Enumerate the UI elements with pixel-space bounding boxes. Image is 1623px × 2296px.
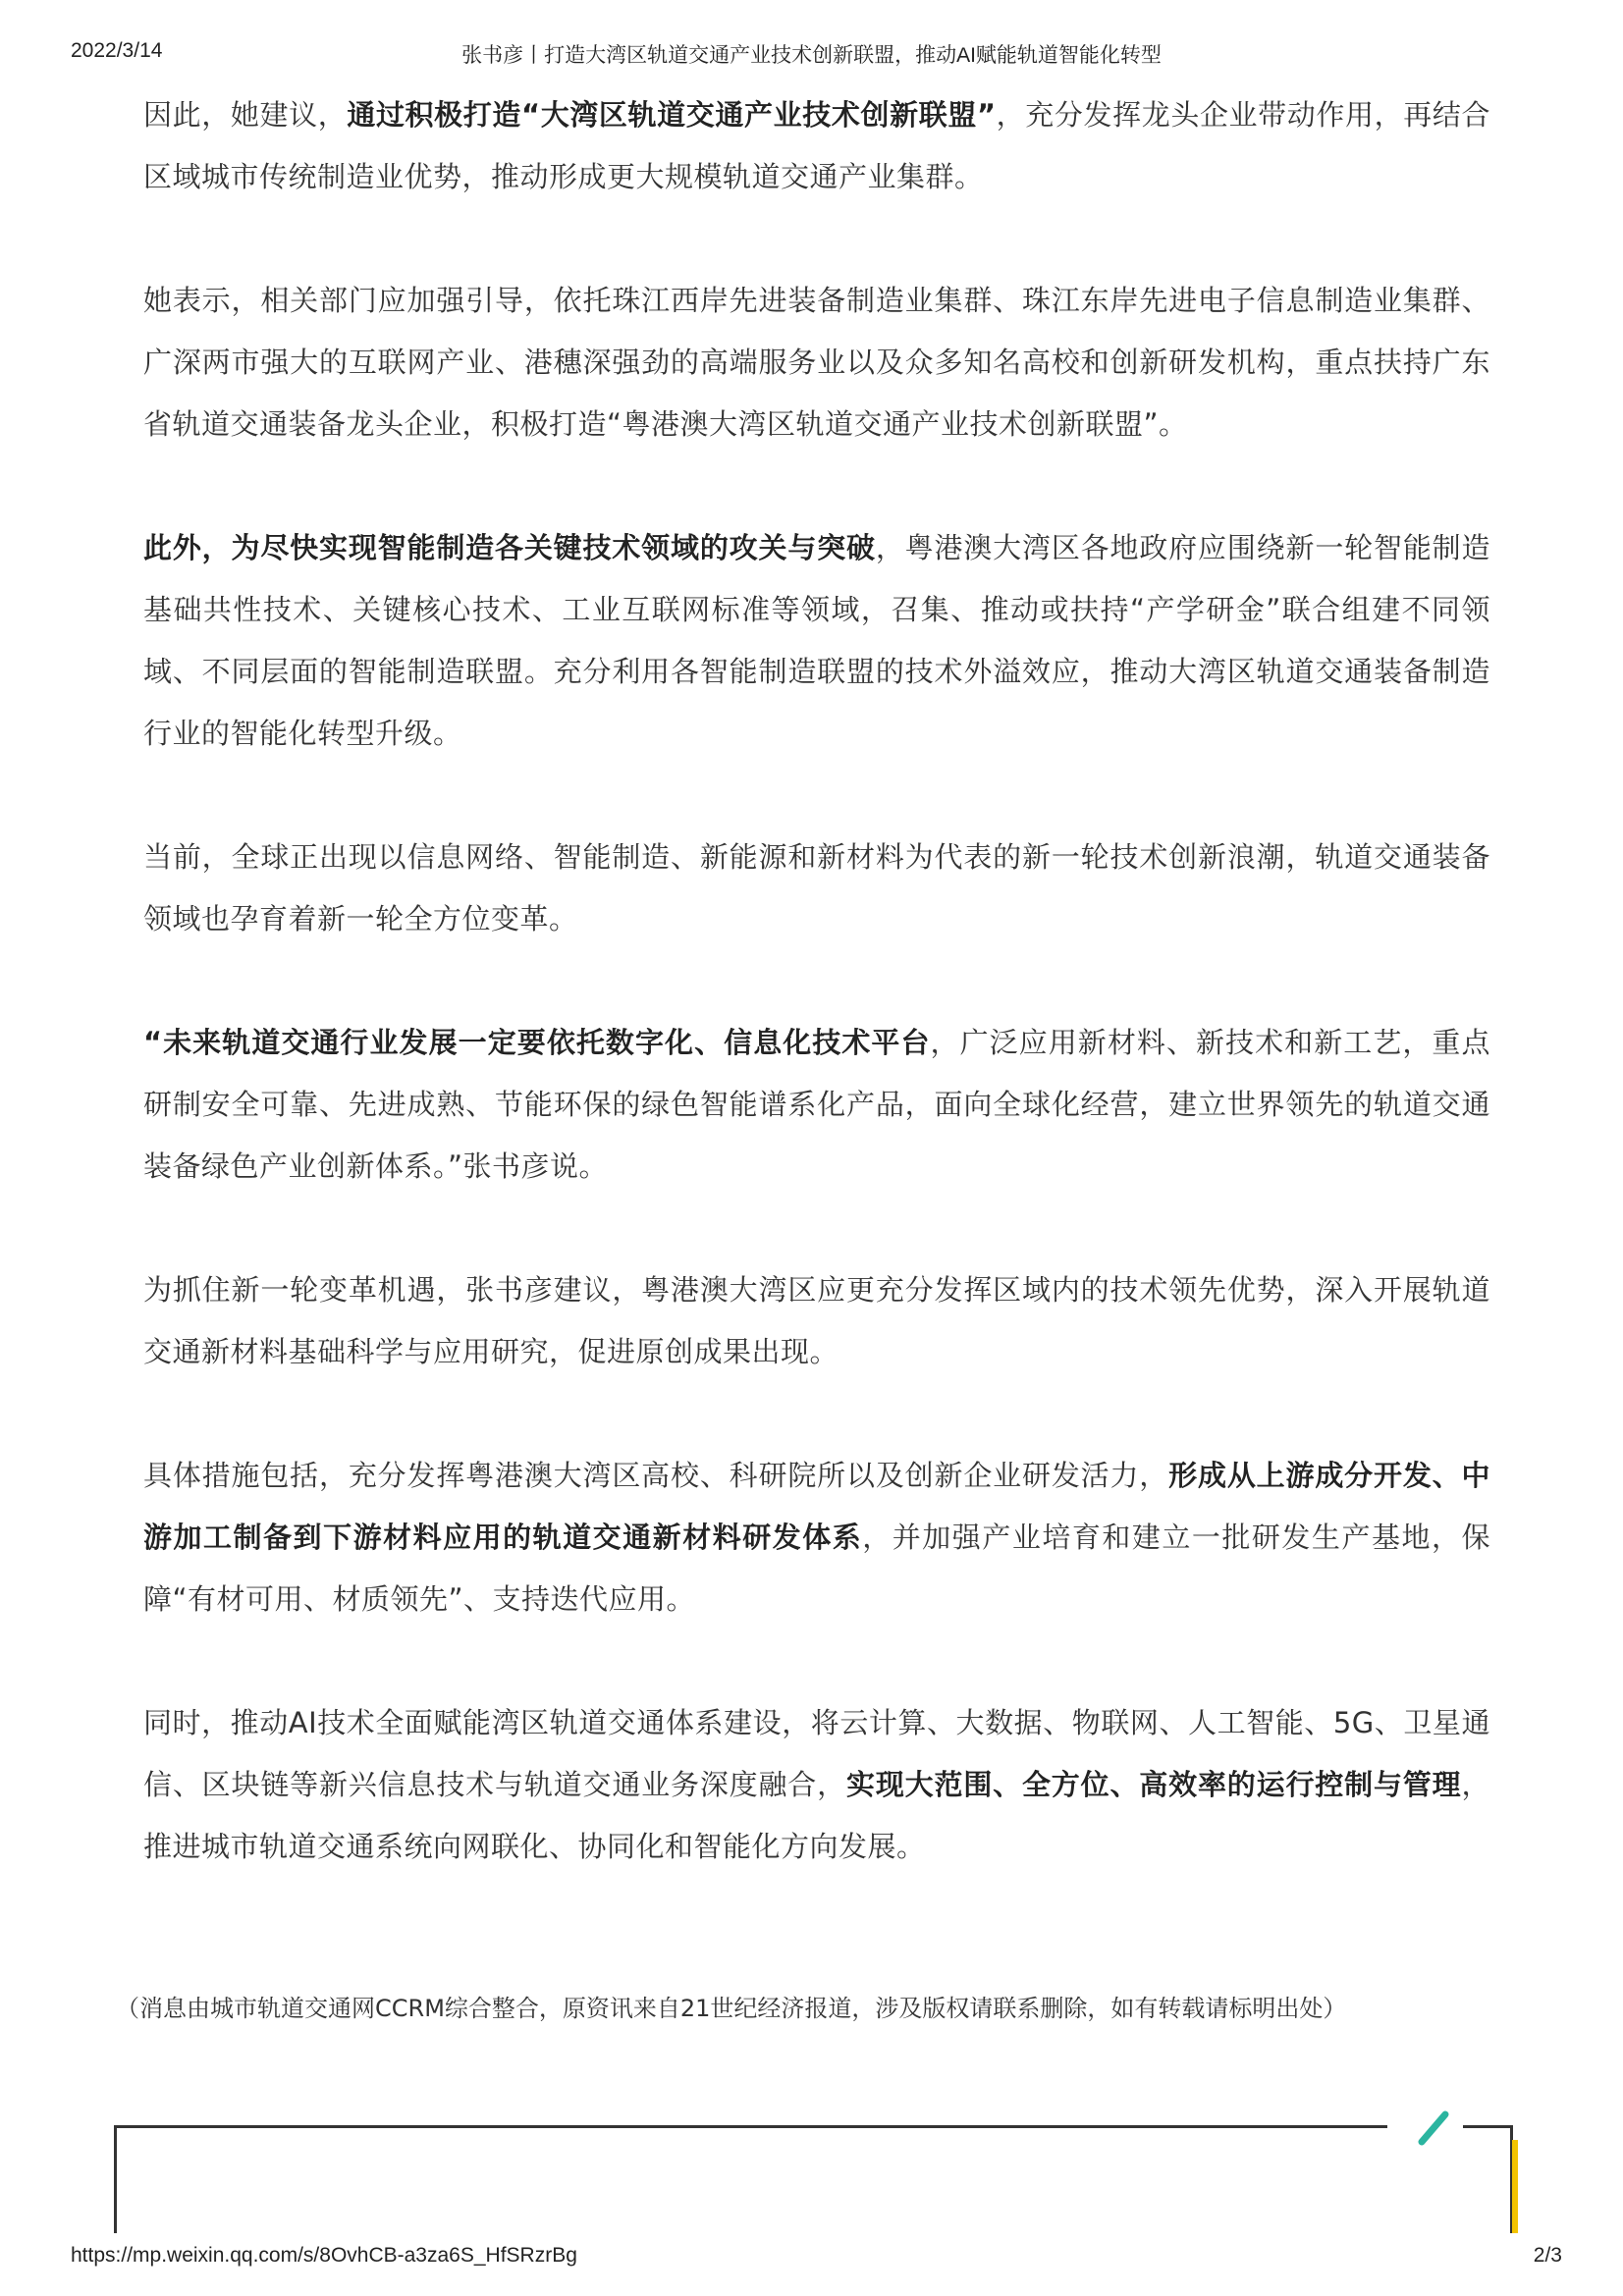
paragraph-1-text-a: 因此，她建议， (143, 98, 348, 132)
paragraph-3-bold: 此外，为尽快实现智能制造各关键技术领域的攻关与突破 (143, 531, 876, 564)
frame-top-right-border (1463, 2125, 1512, 2128)
paragraph-1 (143, 84, 1490, 208)
paragraph-8-text-c: ，推进城市轨道交通系统向网联化、协同化和智能化方向发展。 (143, 1768, 1490, 1863)
paragraph-6-text: 为抓住新一轮变革机遇，张书彦建议，粤港澳大湾区应更充分发挥区域内的技术领先优势，深入开展轨道交通新材料基础科学与应用研究，促进原创成果出现。 (143, 1273, 1490, 1368)
paragraph-3-text-b: ，粤港澳大湾区各地政府应围绕新一轮智能制造基础共性技术、关键核心技术、工业互联网标准等领域，召集、推动或扶持“产学研金”联合组建不同领域、不同层面的智能制造联盟。充分利用各智能制造联盟的技术外溢效应，推动大湾区轨道交通装备制造行业的智能化转型升级。 (143, 531, 1490, 750)
paragraph-5-text-b: ，广泛应用新材料、新技术和新工艺，重点研制安全可靠、先进成熟、节能环保的绿色智能谱系化产品，面向全球化经营，建立世界领先的轨道交通装备绿色产业创新体系。”张书彦说。 (143, 1026, 1490, 1183)
print-date: 2022/3/14 (71, 39, 163, 62)
paragraph-5-bold: “未来轨道交通行业发展一定要依托数字化、信息化技术平台 (143, 1026, 931, 1059)
article-body (143, 84, 1490, 1878)
page-number: 2/3 (1533, 2244, 1562, 2267)
paragraph-3 (143, 517, 1490, 765)
paragraph-8-bold: 实现大范围、全方位、高效率的运行控制与管理 (845, 1768, 1462, 1801)
paragraph-7-text-a: 具体措施包括，充分发挥粤港澳大湾区高校、科研院所以及创新企业研发活力， (143, 1459, 1169, 1492)
paragraph-8 (143, 1692, 1490, 1878)
paragraph-7-text-c: ，并加强产业培育和建立一批研发生产基地，保障“有材可用、材质领先”、支持迭代应用。 (143, 1521, 1490, 1616)
paragraph-7 (143, 1445, 1490, 1630)
paragraph-4 (143, 827, 1490, 950)
print-title: 张书彦丨打造大湾区轨道交通产业技术创新联盟，推动AI赋能轨道智能化转型 (461, 44, 1162, 67)
page-url: https://mp.weixin.qq.com/s/8OvhCB-a3za6S_HfSRzrBg (71, 2244, 577, 2267)
frame-top-border (114, 2125, 1387, 2128)
paragraph-2 (143, 270, 1490, 455)
paragraph-5 (143, 1012, 1490, 1198)
slash-decoration-icon (1414, 2109, 1453, 2148)
yellow-accent-bar (1512, 2140, 1518, 2233)
paragraph-2-text: 她表示，相关部门应加强引导，依托珠江西岸先进装备制造业集群、珠江东岸先进电子信息制造业集群、广深两市强大的互联网产业、港穗深强劲的高端服务业以及众多知名高校和创新研发机构，重点扶持广东省轨道交通装备龙头企业，积极打造“粤港澳大湾区轨道交通产业技术创新联盟”。 (143, 284, 1490, 441)
paragraph-1-bold: 通过积极打造“大湾区轨道交通产业技术创新联盟” (347, 98, 997, 132)
paragraph-4-text: 当前，全球正出现以信息网络、智能制造、新能源和新材料为代表的新一轮技术创新浪潮，轨道交通装备领域也孕育着新一轮全方位变革。 (143, 840, 1490, 935)
paragraph-7-bold: 形成从上游成分开发、中游加工制备到下游材料应用的轨道交通新材料研发体系 (143, 1459, 1490, 1554)
source-note: （消息由城市轨道交通网CCRM综合整合，原资讯来自21世纪经济报道，涉及版权请联系删除，如有转载请标明出处） (116, 1995, 1347, 2022)
paragraph-1-text-c: ，充分发挥龙头企业带动作用，再结合区域城市传统制造业优势，推动形成更大规模轨道交通产业集群。 (143, 98, 1490, 193)
paragraph-6 (143, 1259, 1490, 1383)
paragraph-8-text-a: 同时，推动AI技术全面赋能湾区轨道交通体系建设，将云计算、大数据、物联网、人工智能、5G、卫星通信、区块链等新兴信息技术与轨道交通业务深度融合， (143, 1706, 1490, 1801)
frame-left-border (114, 2125, 117, 2233)
